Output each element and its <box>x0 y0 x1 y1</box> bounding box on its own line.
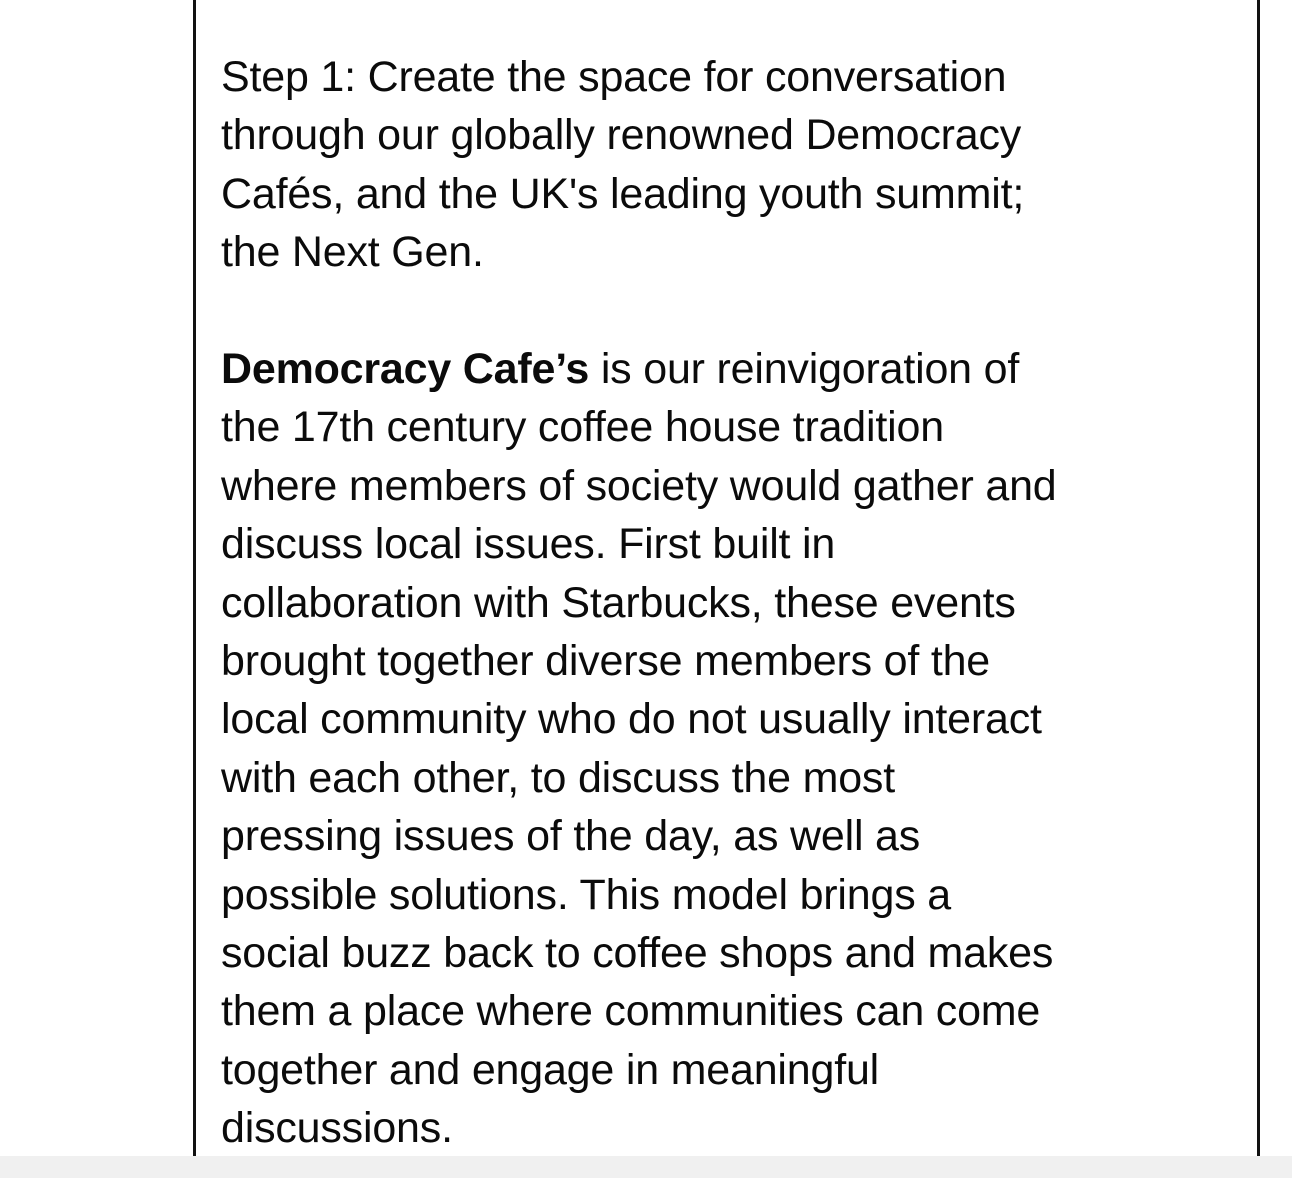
democracy-cafe-heading: Democracy Cafe’s <box>221 345 590 394</box>
bottom-edge-band <box>0 1156 1292 1178</box>
text-line: them a place where communities can come <box>221 987 1041 1036</box>
paragraph-spacer <box>221 282 1251 340</box>
text-line <box>221 340 1251 398</box>
text-line: the Next Gen. <box>221 228 484 277</box>
text-line: Step 1: Create the space for conversation <box>221 53 1007 101</box>
text-line: discuss local issues. First built in <box>221 520 836 569</box>
text-line: where members of society would gather and <box>221 461 1057 510</box>
democracy-cafe-paragraph <box>221 340 1251 1158</box>
text-line: brought together diverse members of the <box>221 637 991 686</box>
text-line: social buzz back to coffee shops and makes <box>221 929 1054 978</box>
table-cell-text <box>221 48 1251 1158</box>
text-line: pressing issues of the day, as well as <box>221 812 921 861</box>
text-line: the 17th century coffee house tradition <box>221 403 944 452</box>
text-line: possible solutions. This model brings a <box>221 870 951 919</box>
text-line: together and engage in meaningful <box>221 1045 880 1094</box>
text-line: discussions. <box>221 1104 453 1153</box>
text-line: through our globally renowned Democracy <box>221 111 1022 160</box>
text-line: with each other, to discuss the most <box>221 753 895 802</box>
text-line: Cafés, and the UK's leading youth summit; <box>221 169 1025 218</box>
text-line: collaboration with Starbucks, these events <box>221 578 1016 627</box>
step-1-paragraph <box>221 48 1251 282</box>
text-line: local community who do not usually interact <box>221 695 1042 744</box>
text-line-rest: is our reinvigoration of <box>589 345 1020 394</box>
